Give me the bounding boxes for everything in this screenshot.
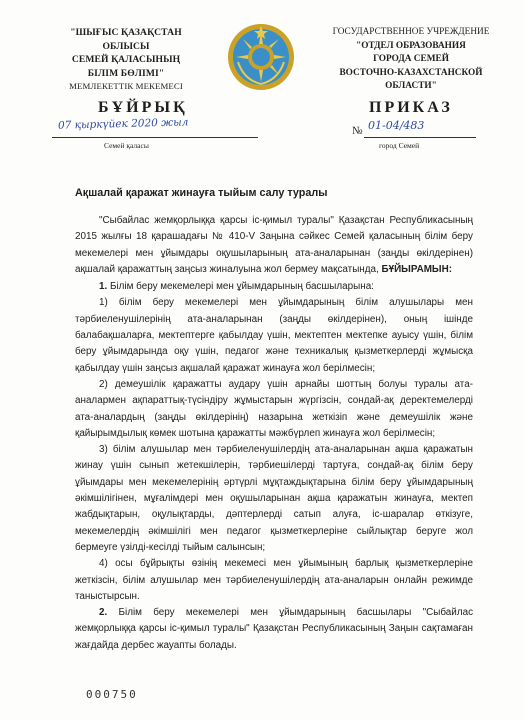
handwritten-date: 07 қыркүйек 2020 жыл xyxy=(57,116,189,132)
subitem-2: 2) демеушілік қаражатты аудару үшін арнайы шоттың болуы туралы ата-аналармен ақпараттық-түсіндіру жұмыстарын жүргізсін, сондай-ақ деректемелерді ата-аналардың (заңды өкілдерінің) назарына жеткізіп және демеушілік және қайырымдылық көмек шотына қаражатты мәжбүрлеп жинауға жол берілмесін; xyxy=(75,378,473,439)
header-ru xyxy=(316,26,506,94)
serial-number: 000750 xyxy=(86,688,138,701)
place-kz: Семей қаласы xyxy=(104,141,149,150)
subitem-4: 4) осы бұйрықты өзінің мекемесі мен ұйымының барлық қызметкерлеріне жеткізсін, білім алушылар мен тәрбиеленушілердің ата-аналарын онлайн режимде таныстырсын. xyxy=(75,558,473,602)
paragraph-2-text: Білім беру мекемелері мен ұйымдарының басшылары "Сыбайлас жемқорлыққа қарсы іс-қимыл туралы" Қазақстан Республикасының Заңын сақтамаған жағдайда дербес жауапты болады. xyxy=(75,607,474,651)
decree-word: БҰЙЫРАМЫН: xyxy=(381,263,453,275)
document-title: Ақшалай қаражат жинауға тыйым салу туралы xyxy=(75,187,328,199)
paragraph-1 xyxy=(75,279,473,295)
header-kz-line: СЕМЕЙ ҚАЛАСЫНЫҢ xyxy=(71,54,181,66)
paragraph-2 xyxy=(75,605,473,654)
header-ru-line: ГОРОДА СЕМЕЙ xyxy=(373,54,449,65)
header-ru-line: "ОТДЕЛ ОБРАЗОВАНИЯ xyxy=(356,40,466,51)
place-ru: город Семей xyxy=(379,141,420,150)
handwritten-order-number: 01-04/483 xyxy=(368,119,425,132)
paragraph-2-number: 2. xyxy=(99,607,108,619)
header-kz-line: МЕМЛЕКЕТТІК МЕКЕМЕСІ xyxy=(69,81,183,92)
header-kz-line: "ШЫҒЫС ҚАЗАҚСТАН xyxy=(70,27,182,38)
subitem-1: 1) білім беру мекемелері мен ұйымдарының білім алушылары мен тәрбиеленушілерінің ата-аналарынан (заңды өкілдерінен), оның ішінде балабақшаларға, мектептерге қабылдау үшін, мектептен мектепке ауысу үшін, білім беру ұйымдарында оқу үшін, педагог және техникалық қызметкерлерді жұмысқа қабылдау үшін заңсыз ақшалай қаражат жинауға жол берілмесін; xyxy=(75,297,473,374)
order-title-kz: БҰЙРЫҚ xyxy=(98,99,188,116)
intro-paragraph xyxy=(75,213,473,278)
number-sign: № xyxy=(352,125,363,137)
state-emblem-icon xyxy=(226,22,296,92)
header-ru-line: ГОСУДАРСТВЕННОЕ УЧРЕЖДЕНИЕ xyxy=(332,27,490,37)
header-kz-line: ОБЛЫСЫ xyxy=(102,40,150,52)
document-body xyxy=(75,213,473,654)
header-kz-line: БІЛІМ БӨЛІМІ" xyxy=(87,67,165,79)
paragraph-1-number: 1. xyxy=(99,281,108,293)
order-title-ru: ПРИКАЗ xyxy=(369,99,453,116)
subitem-3: 3) білім алушылар мен тәрбиеленушілердің ата-аналарынан ақша қаражатын жинау үшін сынып жетекшілерін, тәрбиешілерді тартуға, сондай-ақ білім беру ұйымдары мен мекемелерінің әртүрлі мұқтаждықтарына білім беру ұйымдарының әкімшілігінен, мұғалімдері мен оқушыларынан ақша қаражатын жинауға, мектеп жабдықтарын, оқулықтарды, дәптерлерді сатып алуға, іс-шаралар өткізуге, мекемелердің әкімшілігі мен педагог қызметкерлеріне сыйлықтар беруге жол бермеуге үзілді-кесілді тыйым салынсын; xyxy=(75,444,473,553)
intro-text: "Сыбайлас жемқорлыққа қарсы іс-қимыл туралы" Қазақстан Республикасының 2015 жылғы 18 қарашадағы № 410-V Заңына сәйкес Семей қаласының білім беру мекемелері мен ұйымдары оқушыларының ата-аналарынан (заңды өкілдерінен) ақшалай қаражаттың заңсыз жиналуына жол бермеу мақсатында, xyxy=(75,215,473,275)
header-ru-line: ОБЛАСТИ" xyxy=(385,81,437,92)
header-ru-line: ВОСТОЧНО-КАЗАХСТАНСКОЙ xyxy=(339,67,483,78)
paragraph-1-text: Білім беру мекемелері мен ұйымдарының басшыларына: xyxy=(110,281,374,293)
header-kz xyxy=(42,26,210,94)
